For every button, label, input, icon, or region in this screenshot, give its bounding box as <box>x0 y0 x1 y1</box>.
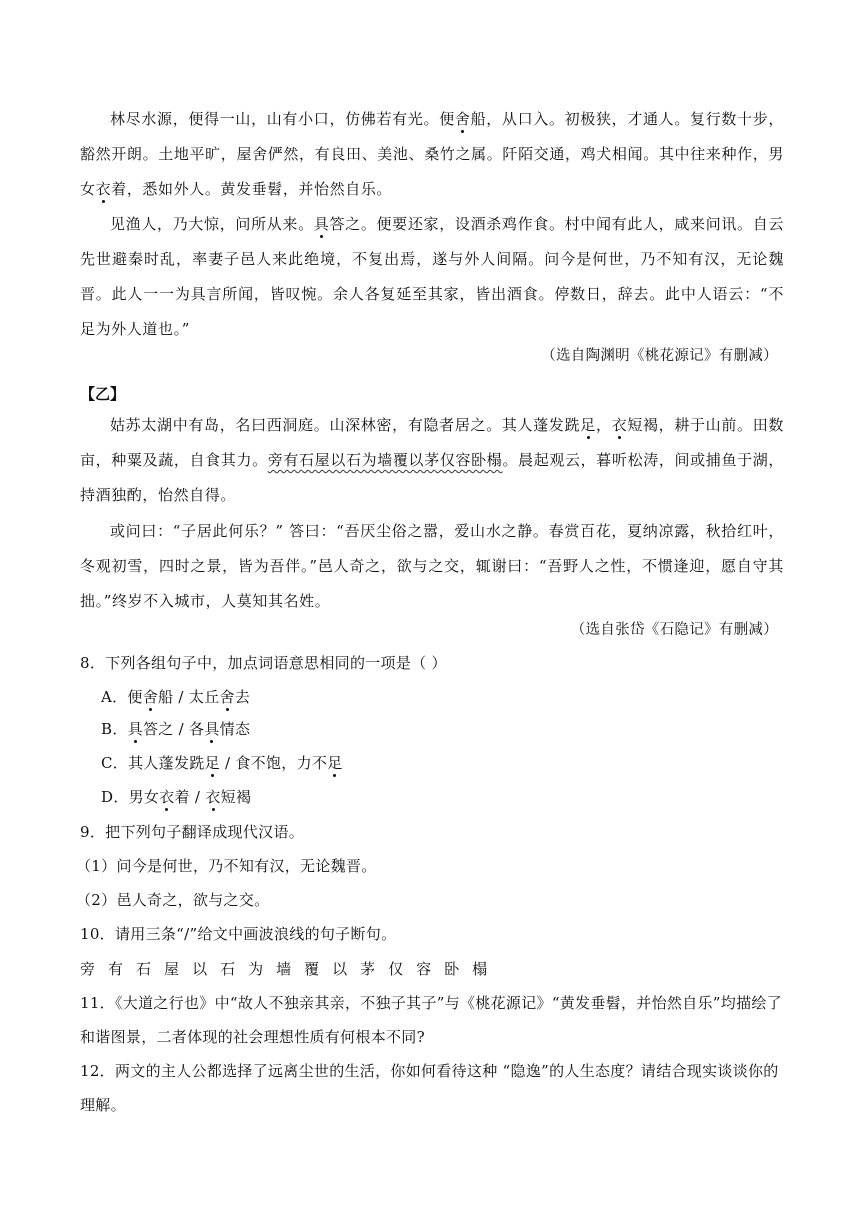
dotted-word: 衣 <box>159 788 175 806</box>
question-9: 9．把下列句子翻译成现代汉语。 <box>80 823 305 841</box>
char: 茅 <box>360 960 376 978</box>
yi-label: 【乙】 <box>80 385 126 403</box>
char: 有 <box>108 960 124 978</box>
text: 林尽水源，便得一山，山有小口，仿佛若有光。便 <box>110 110 455 128</box>
question-10: 10．请用三条“/”给文中画波浪线的句子断句。 <box>80 925 397 943</box>
jia-paragraph-2 <box>80 207 784 347</box>
char: 石 <box>220 960 236 978</box>
text: / 食不饱，力不 <box>219 754 328 772</box>
option-d <box>101 786 251 807</box>
text: 姑苏太湖中有岛，名曰西洞庭。山深林密，有隐者居之。其人蓬发跣 <box>110 416 581 434</box>
dotted-word: 具 <box>204 720 220 738</box>
dotted-word: 舍 <box>142 688 159 706</box>
text: 着 / <box>174 788 206 806</box>
text: C．其人蓬发跣 <box>101 754 205 772</box>
option-c <box>101 752 343 773</box>
option-a <box>101 686 250 707</box>
yi-paragraph-2: 或问曰：“子居此何乐？” 答曰：“吾厌尘俗之嚣，爱山水之静。春赏百花，夏纳凉露，秋拾红叶，冬观初雪，四时之景，皆为吾伴。”邑人奇之，欲与之交，辄谢曰：“吾野人之性，不惯逢迎，愿自守其拙。”终岁不入城市，人莫知其名姓。 <box>80 522 784 610</box>
char: 为 <box>248 960 264 978</box>
text: 答之 / 各 <box>142 720 205 738</box>
dotted-word: 具 <box>313 215 330 233</box>
text: 船，从口入。初极狭，才通人。复行数十步，豁然开朗。土地平旷，屋舍俨然，有良田、美池、桑竹之属。阡陌交通，鸡犬相闻。其中往来种作，男女 <box>80 110 784 198</box>
dotted-word: 具 <box>127 720 143 738</box>
jia-paragraph-1 <box>80 102 784 207</box>
dotted-word: 舍 <box>219 688 235 706</box>
text: 去 <box>234 688 251 706</box>
text: B． <box>101 720 128 738</box>
char: 卧 <box>444 960 460 978</box>
char: 榻 <box>472 960 488 978</box>
question-11: 11．《大道之行也》中“故人不独亲其亲，不独子其子”与《桃花源记》“黄发垂髫，并怡然自乐”均描绘了和谐图景，二者体现的社会理想性质有何根本不同? <box>80 994 782 1046</box>
question-12: 12．两文的主人公都选择了远离尘世的生活，你如何看待这种 “隐逸”的人生态度？请结合现实谈谈你的理解。 <box>80 1062 779 1114</box>
char: 仅 <box>388 960 404 978</box>
char: 容 <box>416 960 432 978</box>
text: 情态 <box>219 720 251 738</box>
char: 覆 <box>304 960 320 978</box>
jia-source: （选自陶渊明《桃花源记》有删减） <box>541 348 778 364</box>
text: D．男女 <box>101 788 160 806</box>
text: ， <box>595 416 612 434</box>
option-b <box>101 718 250 739</box>
dotted-word: 足 <box>327 754 343 772</box>
char: 旁 <box>80 960 96 978</box>
wavy-underlined-sentence: 旁有石屋以石为墙覆以茅仅容卧榻 <box>267 451 503 469</box>
dotted-word: 足 <box>204 754 220 772</box>
question-9-item-2: （2）邑人奇之，欲与之交。 <box>76 891 270 909</box>
question-8: 8．下列各组句子中，加点词语意思相同的一项是（ ） <box>80 654 447 672</box>
dotted-word: 足 <box>580 416 596 434</box>
char: 石 <box>136 960 152 978</box>
char: 屋 <box>164 960 180 978</box>
text: 船 / 太丘 <box>158 688 220 706</box>
dotted-word: 衣 <box>611 416 628 434</box>
dotted-word: 衣 <box>95 180 112 198</box>
text: 短褐 <box>220 788 252 806</box>
text: 短褐，耕于山前。田数亩，种粟及蔬，自食其力。 <box>80 416 784 469</box>
question-10-sentence <box>80 958 500 979</box>
char: 墙 <box>276 960 292 978</box>
text: A．便 <box>101 688 143 706</box>
text: 答之。便要还家，设酒杀鸡作食。村中闻有此人，咸来问讯。自云先世避秦时乱，率妻子邑人来此绝境，不复出焉，遂与外人间隔。问今是何世，乃不知有汉，无论魏晋。此人一一为具言所闻，皆叹惋。余人各复延至其家，皆出酒食。停数日，辞去。此中人语云：“不足为外人道也。” <box>80 215 785 338</box>
yi-paragraph-1 <box>80 408 784 513</box>
char: 以 <box>332 960 348 978</box>
yi-source: （选自张岱《石隐记》有删减） <box>570 622 778 638</box>
text: 见渔人，乃大惊，问所从来。 <box>110 215 314 233</box>
text: 着，悉如外人。黄发垂髫，并怡然自乐。 <box>111 180 393 198</box>
dotted-word: 舍 <box>454 110 471 128</box>
text: 。晨起观云，暮听松涛，间或捕鱼于湖，持酒独酌，怡然自得。 <box>80 451 785 504</box>
char: 以 <box>192 960 208 978</box>
question-9-item-1: （1）问今是何世，乃不知有汉，无论魏晋。 <box>76 857 377 875</box>
dotted-word: 衣 <box>205 788 221 806</box>
